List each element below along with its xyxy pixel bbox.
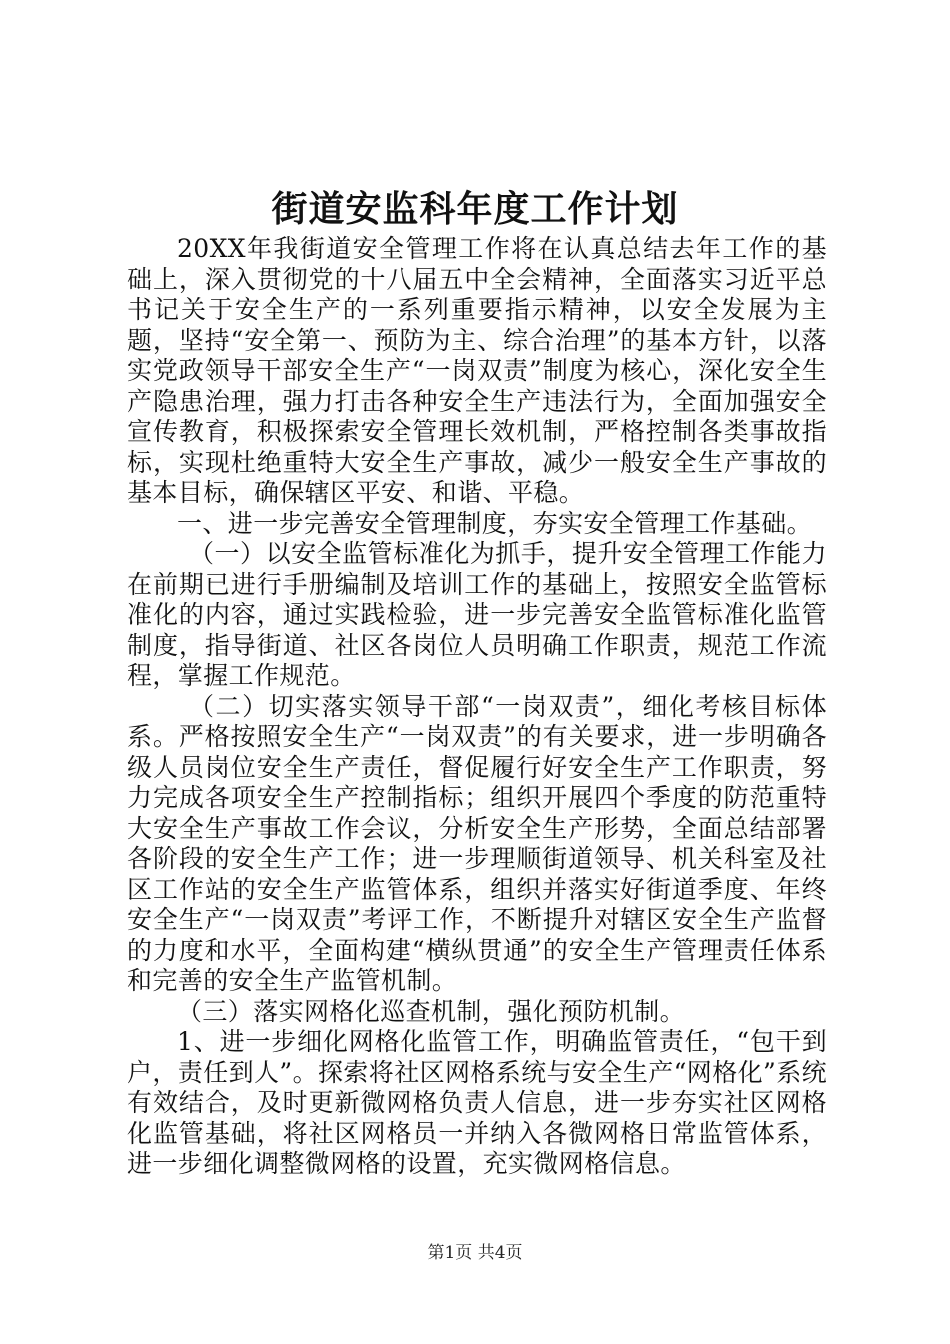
page-number-footer: 第1页 共4页 bbox=[427, 1243, 523, 1263]
paragraph-subsection-2: （二）切实落实领导干部“一岗双责”，细化考核目标体系。严格按照安全生产“一岗双责”的有关要求，进一步明确各级人员岗位安全生产责任，督促履行好安全生产工作职责，努力完成各项安全生产控制指标；组织开展四个季度的防范重特大安全生产事故工作会议，分析安全生产形势，全面总结部署各阶段的安全生产工作；进一步理顺街道领导、机关科室及社区工作站的安全生产监管体系，组织并落实好街道季度、年终安全生产“一岗双责”考评工作，不断提升对辖区安全生产监督的力度和水平，全面构建“横纵贯通”的安全生产管理责任体系和完善的安全生产监管机制。 bbox=[127, 691, 827, 995]
paragraph-subsection-1: （一）以安全监管标准化为抓手，提升安全管理工作能力在前期已进行手册编制及培训工作的基础上，按照安全监管标准化的内容，通过实践检验，进一步完善安全监管标准化监管制度，指导街道、社区各岗位人员明确工作职责，规范工作流程，掌握工作规范。 bbox=[127, 539, 827, 690]
subsection-heading-3: （三）落实网格化巡查机制，强化预防机制。 bbox=[177, 996, 686, 1026]
paragraph-item-1: 1、进一步细化网格化监管工作，明确监管责任，“包干到户，责任到人”。探索将社区网格系统与安全生产“网格化”系统有效结合，及时更新微网格负责人信息，进一步夯实社区网格化监管基础，将社区网格员一并纳入各微网格日常监管体系，进一步细化调整微网格的设置，充实微网格信息。 bbox=[127, 1027, 827, 1178]
section-heading-1: 一、进一步完善安全管理制度，夯实安全管理工作基础。 bbox=[177, 508, 813, 538]
document-body bbox=[127, 234, 827, 1180]
paragraph-intro: 20XX年我街道安全管理工作将在认真总结去年工作的基础上，深入贯彻党的十八届五中全会精神，全面落实习近平总书记关于安全生产的一系列重要指示精神，以安全发展为主题，坚持“安全第一、预防为主、综合治理”的基本方针，以落实党政领导干部安全生产“一岗双责”制度为核心，深化安全生产隐患治理，强力打击各种安全生产违法行为，全面加强安全宣传教育，积极探索安全管理长效机制，严格控制各类事故指标，实现杜绝重特大安全生产事故，减少一般安全生产事故的基本目标，确保辖区平安、和谐、平稳。 bbox=[127, 234, 827, 507]
page-title: 街道安监科年度工作计划 bbox=[271, 188, 679, 230]
